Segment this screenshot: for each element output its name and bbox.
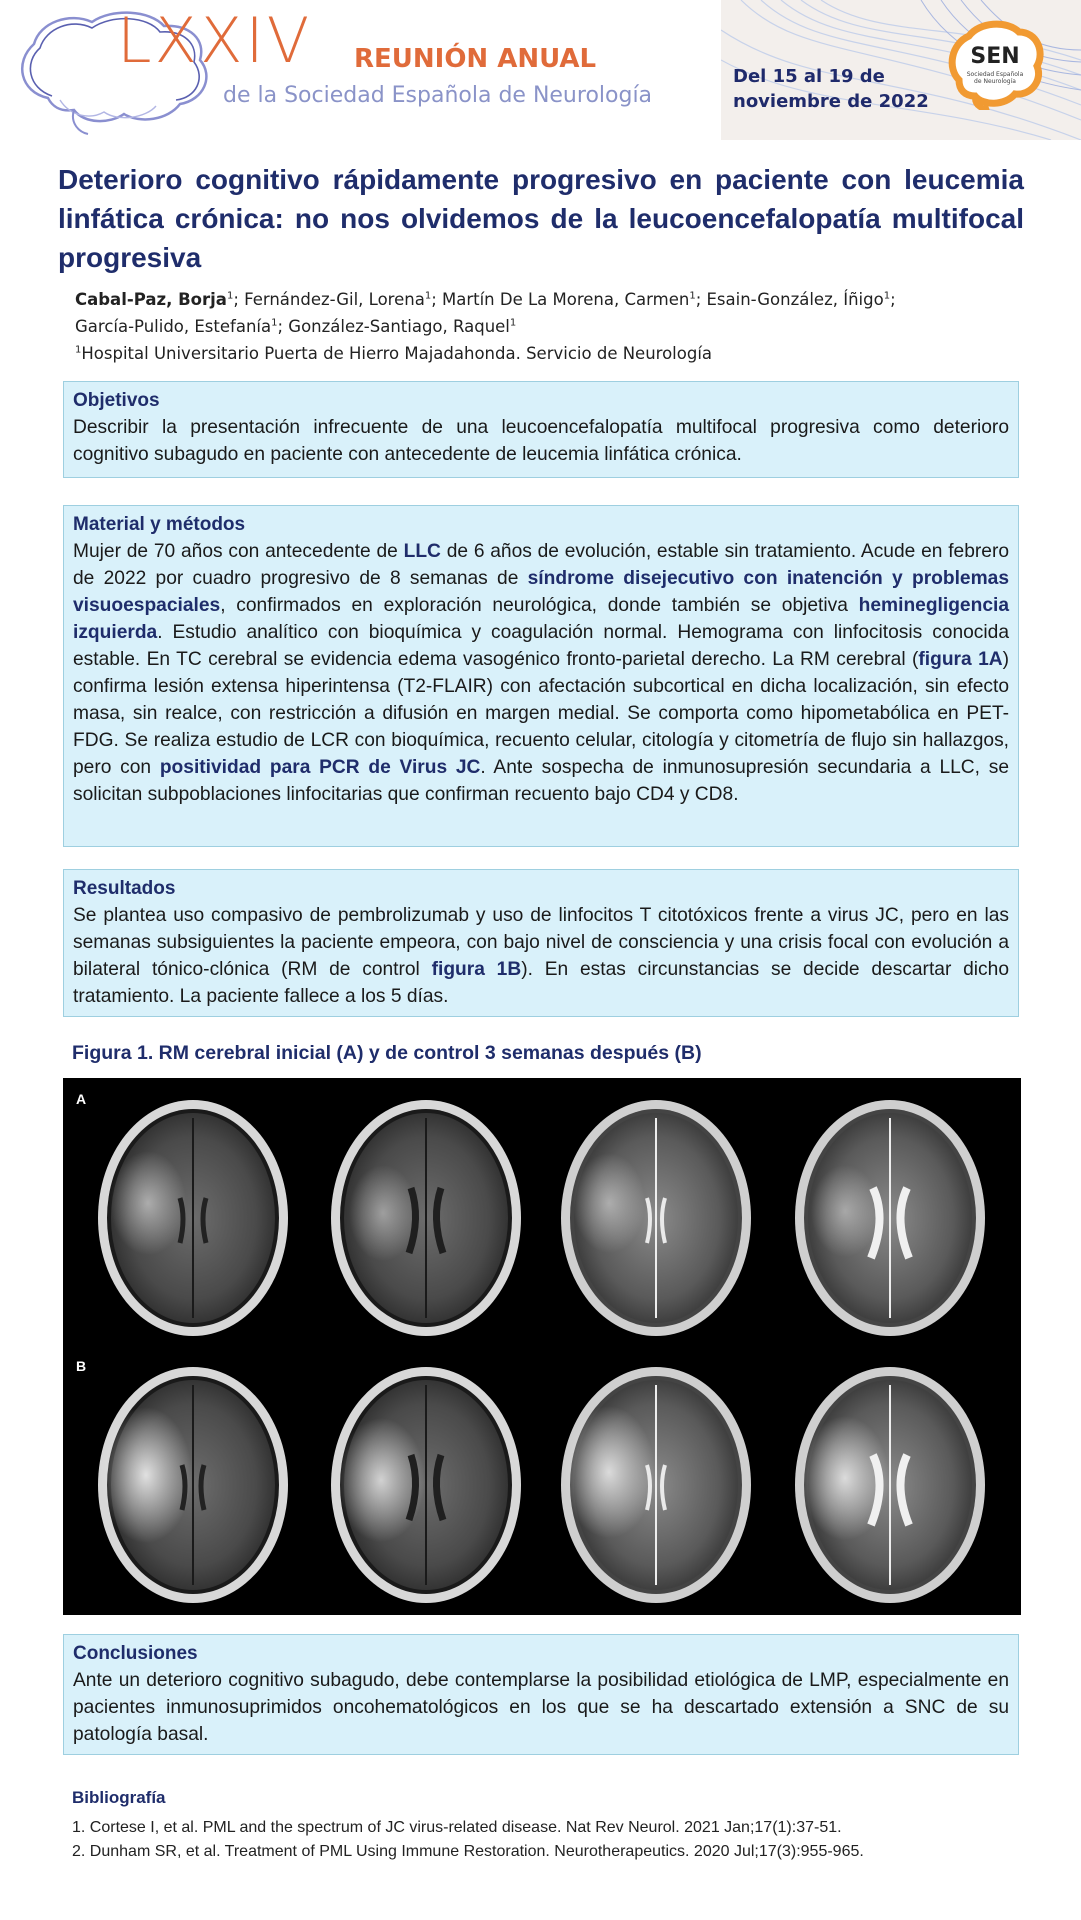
sen-logo-subtitle: Sociedad Española de Neurología bbox=[966, 71, 1024, 85]
material-metodos-text: Mujer de 70 años con antecedente de LLC de 6 años de evolución, estable sin tratamiento. Acude en febrero de 2022 por cuadro progresivo de 8 semanas de síndrome disejecutivo con inatención y problemas visuoespaciales, confirmados en exploración neurológica, donde también se objetiva heminegligencia izquierda. Estudio analítico con bioquímica y coagulación normal. Hemograma con linfocitosis conocida estable. En TC cerebral se evidencia edema vasogénico fronto-parietal derecho. La RM cerebral (figura 1A) confirma lesión extensa hiperintensa (T2-FLAIR) con afectación subcortical en dicha localización, sin efecto masa, sin realce, con restricción a difusión en margen medial. Se comporta como hipometabólica en PET-FDG. Se realiza estudio de LCR con bioquímica, recuento celular, citología y citometría de flujo sin hallazgos, pero con positividad para PCR de Virus JC. Ante sospecha de inmunosupresión secundaria a LLC, se solicitan subpoblaciones linfocitarias que confirman recuento bajo CD4 y CD8. bbox=[73, 541, 1010, 805]
objetivos-title: Objetivos bbox=[73, 390, 160, 411]
figure-label-a: A bbox=[76, 1091, 87, 1107]
objetivos-section bbox=[63, 381, 1019, 478]
figure-caption: Figura 1. RM cerebral inicial (A) y de control 3 semanas después (B) bbox=[72, 1042, 702, 1064]
authors-line-2: García-Pulido, Estefanía$^1$; González-Santiago, Raquel$^1$ bbox=[75, 317, 517, 336]
resultados-section bbox=[63, 869, 1019, 1017]
dates-line-2: noviembre de 2022 bbox=[733, 91, 929, 112]
society-name: de la Sociedad Española de Neurología bbox=[223, 83, 653, 108]
mri-scan-b1 bbox=[88, 1360, 298, 1610]
mri-figure bbox=[63, 1078, 1021, 1615]
objetivos-text: Describir la presentación infrecuente de una leucoencefalopatía multifocal progresiva como deterioro cognitivo subagudo en paciente con antecedente de leucemia linfática crónica. bbox=[73, 417, 1009, 465]
reference-item: 1. Cortese I, et al. PML and the spectrum of JC virus-related disease. Nat Rev Neurol. 2021 Jan;17(1):37-51. bbox=[72, 1819, 842, 1836]
first-author: Cabal-Paz, Borja bbox=[75, 290, 227, 309]
reference-item: 2. Dunham SR, et al. Treatment of PML Using Immune Restoration. Neurotherapeutics. 2020 Jul;17(3):955-965. bbox=[72, 1843, 864, 1860]
conclusiones-text: Ante un deterioro cognitivo subagudo, debe contemplarse la posibilidad etiológica de LMP, especialmente en pacientes inmunosuprimidos oncohematológicos en los que se ha descartado extensión a SNC de su patología basal. bbox=[73, 1670, 1009, 1745]
resultados-title: Resultados bbox=[73, 878, 176, 899]
dates-line-1: Del 15 al 19 de bbox=[733, 66, 885, 87]
mri-scan-a3 bbox=[551, 1093, 761, 1343]
figure-label-b: B bbox=[76, 1358, 87, 1374]
bibliografia-title: Bibliografía bbox=[72, 1788, 166, 1807]
mri-scan-a1 bbox=[88, 1093, 298, 1343]
conclusiones-title: Conclusiones bbox=[73, 1643, 198, 1664]
sen-logo bbox=[945, 18, 1045, 110]
mri-scan-b2 bbox=[321, 1360, 531, 1610]
mri-scan-b3 bbox=[551, 1360, 761, 1610]
material-metodos-section bbox=[63, 505, 1019, 847]
mri-scan-b4 bbox=[785, 1360, 995, 1610]
resultados-text: Se plantea uso compasivo de pembrolizumab y uso de linfocitos T citotóxicos frente a virus JC, pero en las semanas subsiguientes la paciente empeora, con bajo nivel de consciencia y una crisis focal con evolución a bilateral tónico-clónica (RM de control figura 1B). En estas circunstancias se decide descartar dicho tratamiento. La paciente fallece a los 5 días. bbox=[73, 905, 1009, 1007]
affiliation: $^1$Hospital Universitario Puerta de Hierro Majadahonda. Servicio de Neurología bbox=[75, 344, 713, 363]
authors-block bbox=[75, 286, 1015, 367]
conference-header bbox=[0, 0, 1081, 140]
poster-title: Deterioro cognitivo rápidamente progresivo en paciente con leucemia linfática crónica: no nos olvidemos de la leucoencefalopatía multifocal progresiva bbox=[58, 164, 1024, 273]
mri-scan-a2 bbox=[321, 1093, 531, 1343]
mri-scan-a4 bbox=[785, 1093, 995, 1343]
conference-dates bbox=[733, 64, 929, 114]
edition-roman-numeral: LXXIV bbox=[117, 4, 313, 77]
conclusiones-section bbox=[63, 1634, 1019, 1755]
sen-logo-text: SEN bbox=[970, 44, 1020, 69]
material-metodos-title: Material y métodos bbox=[73, 514, 246, 535]
bibliografia-list bbox=[72, 1816, 1022, 1864]
authors-line-1: Cabal-Paz, Borja$^1$; Fernández-Gil, Lorena$^1$; Martín De La Morena, Carmen$^1$; Esain-González, Íñigo$^1$; bbox=[75, 290, 896, 309]
reunion-anual-label: REUNIÓN ANUAL bbox=[354, 44, 597, 74]
